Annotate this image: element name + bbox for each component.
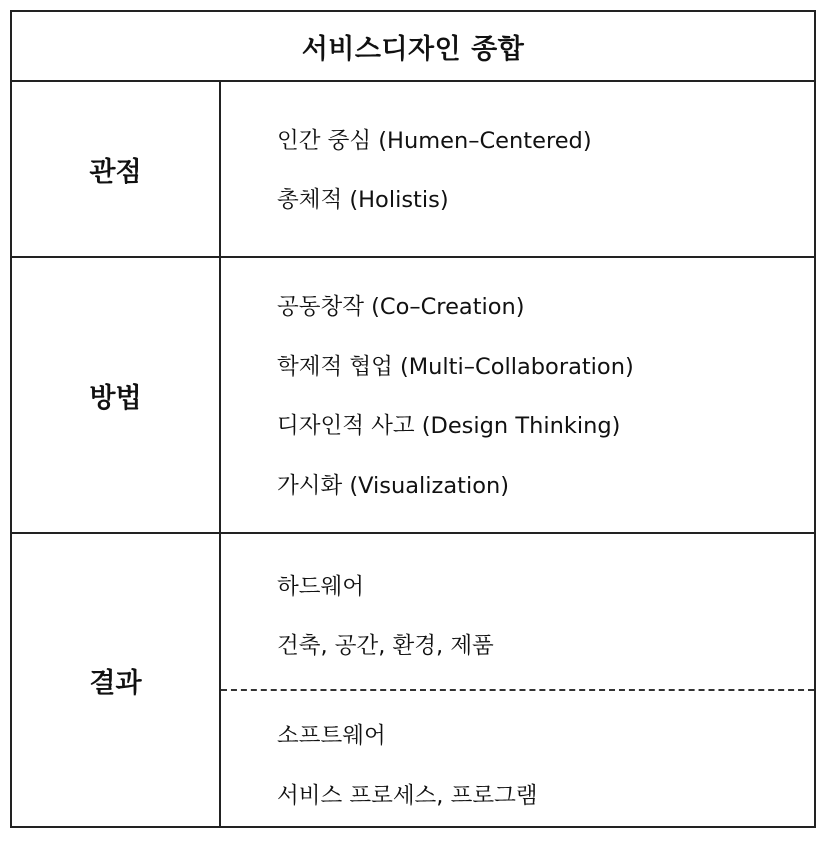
table-row-perspective <box>12 82 814 258</box>
row-content-cell <box>221 534 814 826</box>
table-title: 서비스디자인 종합 <box>301 33 525 65</box>
row-content-cell <box>221 82 814 256</box>
list-item: 디자인적 사고 (Design Thinking) <box>277 413 621 439</box>
row-label-cell <box>12 534 221 826</box>
list-item: 학제적 협업 (Multi–Collaboration) <box>277 354 634 380</box>
service-design-table <box>10 10 816 828</box>
row-label-result: 결과 <box>89 667 142 699</box>
row-label-cell <box>12 258 221 532</box>
hardware-detail: 건축, 공간, 환경, 제품 <box>277 633 494 659</box>
list-item: 가시화 (Visualization) <box>277 473 510 499</box>
table-title-row <box>12 12 814 82</box>
row-label-cell <box>12 82 221 256</box>
dashed-divider <box>221 689 814 691</box>
list-item: 인간 중심 (Humen–Centered) <box>277 128 592 154</box>
row-label-perspective: 관점 <box>89 156 142 188</box>
software-detail: 서비스 프로세스, 프로그램 <box>277 783 538 809</box>
list-item: 공동창작 (Co–Creation) <box>277 294 525 320</box>
row-content-cell <box>221 258 814 532</box>
table-row-result <box>12 534 814 826</box>
table-row-method <box>12 258 814 534</box>
list-item: 총체적 (Holistis) <box>277 187 449 213</box>
software-heading: 소프트웨어 <box>277 723 386 749</box>
hardware-heading: 하드웨어 <box>277 574 364 600</box>
row-label-method: 방법 <box>89 382 142 414</box>
